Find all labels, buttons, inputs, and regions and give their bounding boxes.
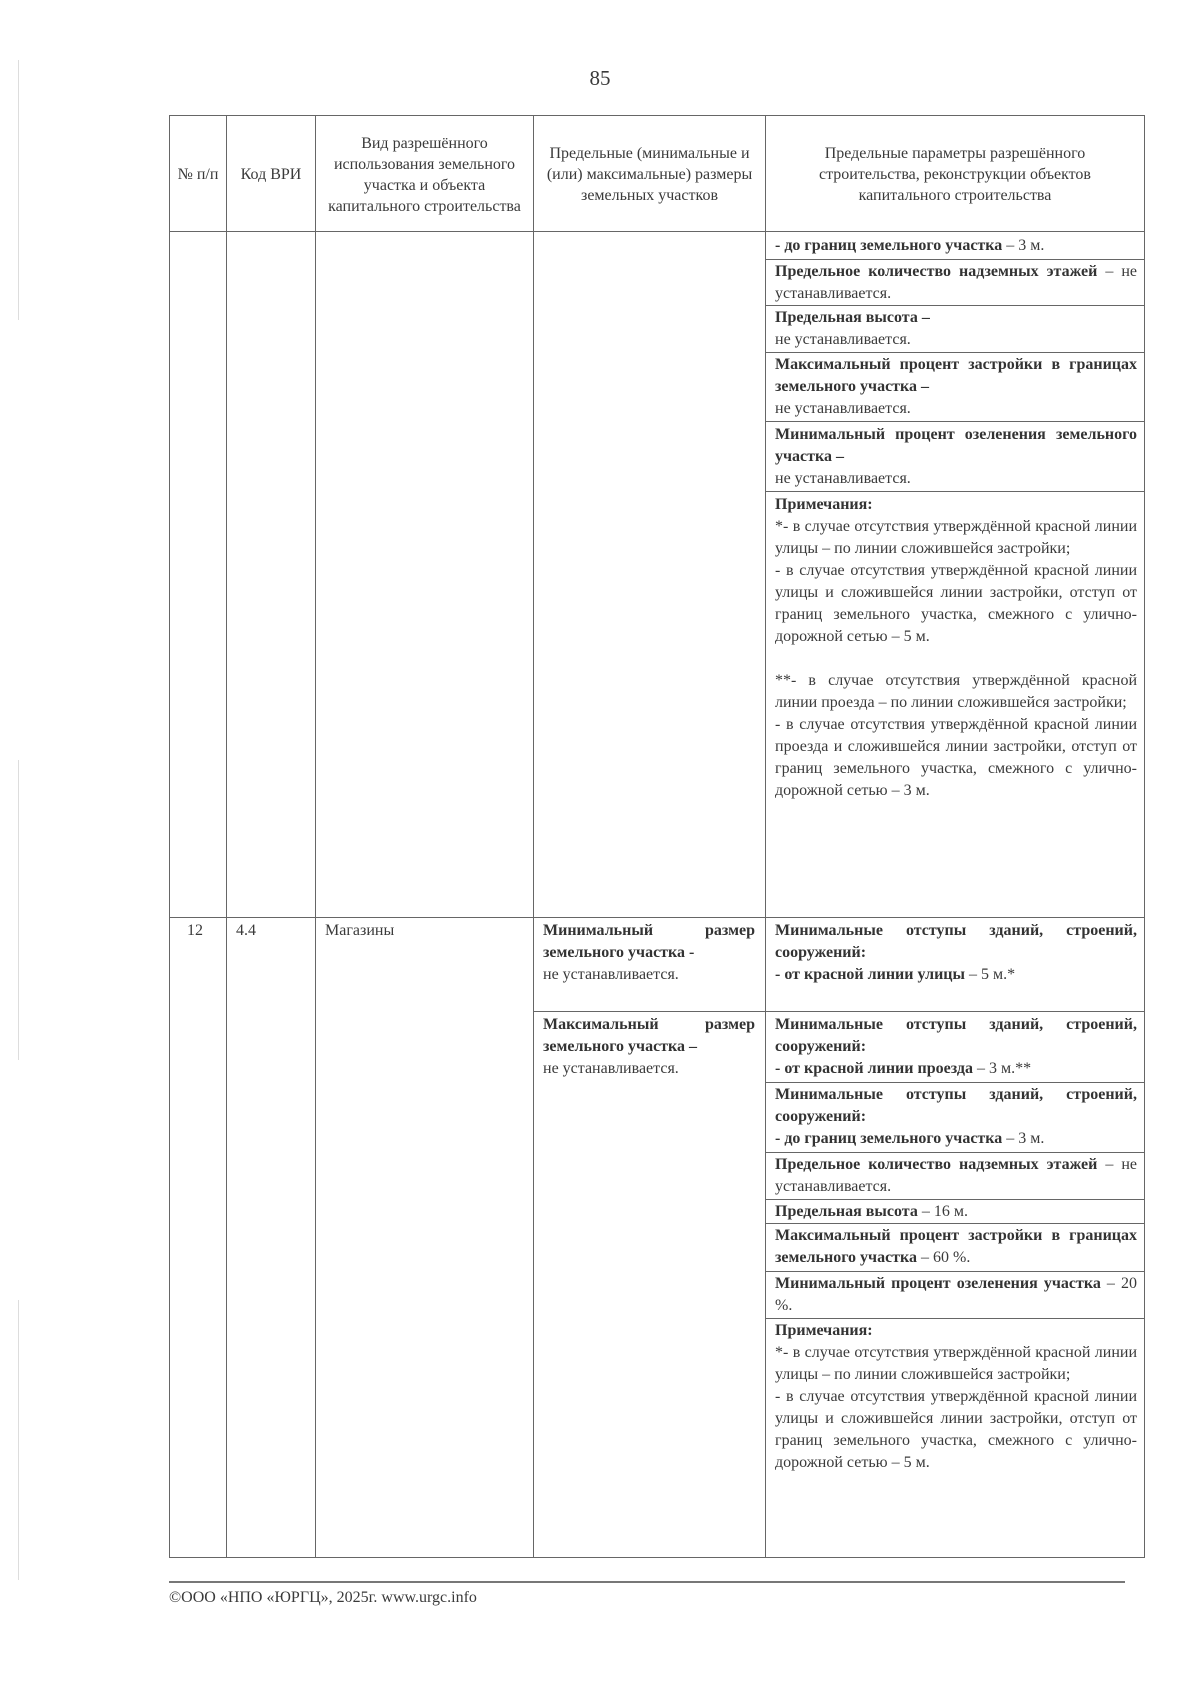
param-build-percent: Максимальный процент застройки в границах земельного участка – 60 %. (775, 1227, 1137, 1266)
note: *- в случае отсутствия утверждённой красной линии улицы – по линии сложившейся застройки; (775, 1344, 1137, 1383)
row-divider (765, 1199, 1144, 1200)
plot-size-min: Минимальный размер земельного участка - не устанавливается. (543, 922, 755, 983)
scan-margin-mark (18, 60, 19, 320)
param-floors: Предельное количество надземных этажей – не устанавливается. (775, 1156, 1137, 1195)
header-plot-size: Предельные (минимальные и (или) максимальные) размеры земельных участков (534, 116, 766, 233)
row-divider (765, 491, 1144, 492)
notes-block (775, 1320, 1137, 1474)
row-divider (765, 1082, 1144, 1083)
row-divider (765, 1223, 1144, 1224)
table-header (169, 115, 1145, 232)
footer-divider (169, 1581, 1125, 1583)
col-divider (533, 231, 534, 1557)
note: **- в случае отсутствия утверждённой красной линии проезда – по линии сложившейся застройки; (775, 672, 1137, 711)
row-divider (765, 421, 1144, 422)
footer-copyright: ©ООО «НПО «ЮРГЦ», 2025г. www.urgc.info (169, 1589, 477, 1606)
param-floors: Предельное количество надземных этажей – не устанавливается. (775, 263, 1137, 302)
param-height: Предельная высота – 16 м. (775, 1203, 968, 1220)
row-number: 12 (187, 922, 203, 939)
param-boundary-setback: - до границ земельного участка – 3 м. (775, 237, 1045, 254)
param-height: Предельная высота – не устанавливается. (775, 309, 930, 348)
row-divider (169, 917, 1145, 918)
header-parameters: Предельные параметры разрешённого строительства, реконструкции объектов капитального строительства (819, 145, 1091, 204)
regulations-table (169, 115, 1145, 1558)
row-divider (533, 1011, 1144, 1012)
note: - в случае отсутствия утверждённой красной линии улицы и сложившейся линии застройки, отступ от границ земельного участка, смежного с улично-дорожной сетью – 5 м. (775, 562, 1137, 645)
row-divider (765, 305, 1144, 306)
use-type-name: Магазины (325, 922, 395, 939)
param-street-setback: Минимальные отступы зданий, строений, сооружений: - от красной линии улицы – 5 м.* (775, 922, 1137, 983)
notes-block (775, 494, 1137, 802)
vri-code: 4.4 (236, 922, 256, 939)
param-build-percent: Максимальный процент застройки в границах земельного участка – не устанавливается. (775, 356, 1137, 417)
col-divider (226, 231, 227, 1557)
col-divider (765, 231, 766, 1557)
param-green-percent: Минимальный процент озеленения земельного участка – не устанавливается. (775, 426, 1137, 487)
param-green-percent: Минимальный процент озеленения участка – 20 %. (775, 1275, 1138, 1314)
scan-margin-mark (18, 760, 19, 1060)
row-divider (765, 1152, 1144, 1153)
note: - в случае отсутствия утверждённой красной линии улицы и сложившейся линии застройки, отступ от границ земельного участка, смежного с улично-дорожной сетью – 5 м. (775, 1388, 1137, 1471)
notes-title: Примечания: (775, 496, 873, 513)
row-divider (765, 1271, 1144, 1272)
param-driveway-setback: Минимальные отступы зданий, строений, сооружений: - от красной линии проезда – 3 м.** (775, 1016, 1137, 1077)
plot-size-max: Максимальный размер земельного участка – не устанавливается. (543, 1016, 755, 1077)
param-boundary-setback: Минимальные отступы зданий, строений, сооружений: - до границ земельного участка – 3 м. (775, 1086, 1137, 1147)
col-divider (315, 231, 316, 1557)
note: *- в случае отсутствия утверждённой красной линии улицы – по линии сложившейся застройки; (775, 518, 1137, 557)
row-divider (765, 1318, 1144, 1319)
notes-title: Примечания: (775, 1322, 873, 1339)
row-divider (765, 259, 1144, 260)
row-divider (765, 352, 1144, 353)
note: - в случае отсутствия утверждённой красной линии проезда и сложившейся линии застройки, отступ от границ земельного участка, смежного с улично-дорожной сетью – 3 м. (775, 716, 1137, 799)
header-num: № п/п (170, 116, 227, 233)
page-number: 85 (589, 66, 611, 90)
scan-margin-mark (18, 1300, 19, 1580)
header-use-type: Вид разрешённого использования земельного участка и объекта капитального строительства (316, 116, 534, 233)
header-code: Код ВРИ (227, 116, 316, 233)
